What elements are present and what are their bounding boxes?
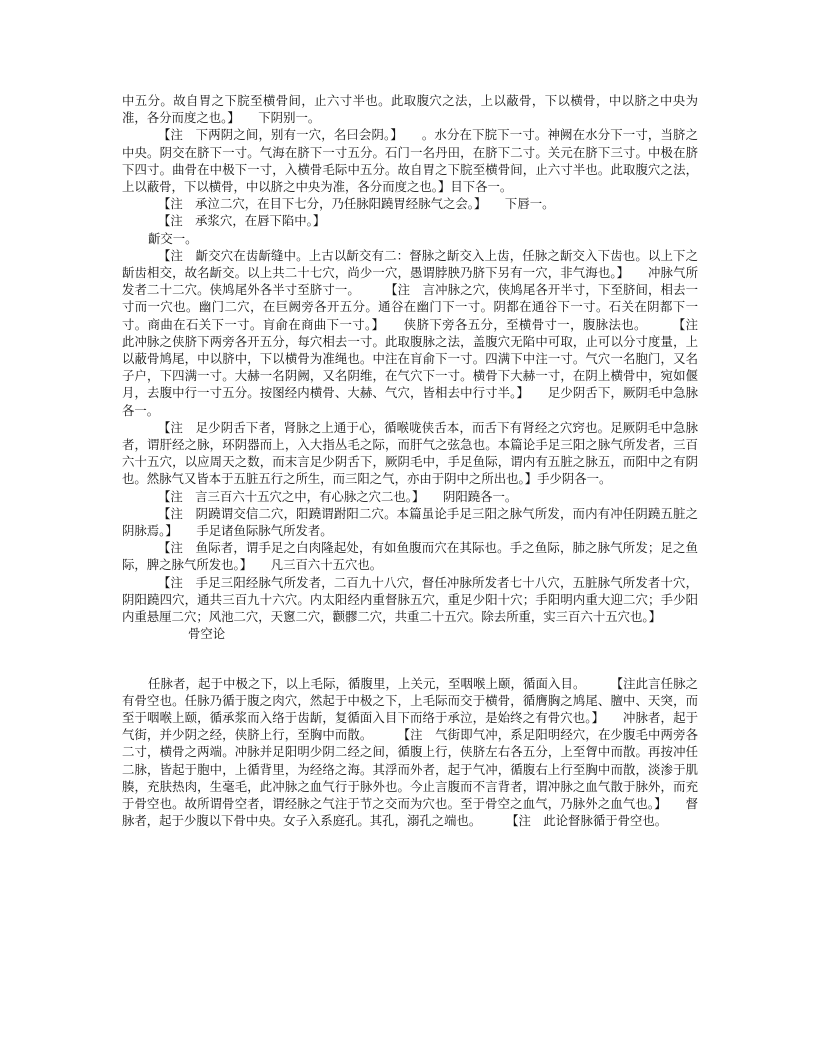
paragraph: 【注 承泣二穴，在目下七分，乃任脉阳蹺胃经脉气之会。】 下唇一。 [158,196,555,212]
paragraph: 【注 言三百六十五穴之中，有心脉之穴二也。】 阴阳蹺各一。 [158,488,518,504]
section-gap [122,643,698,675]
paragraph: 任脉者，起于中极之下，以上毛际，循腹里，上关元，至咽喉上颐，循面入目。 【注此言任脉之有骨空也。任脉乃循于腹之肉穴，然起于中极之下，上毛际而交于横骨，循膺胸之鸠尾、膻中、天突，而至于咽喉上颐，循承浆而入络于齿龂，复循面入目下而络于承泣，是始终之有骨穴也。】 冲脉者，起于气街，并少阴之经，侠脐上行，至胸中而散。 【注 气街即气冲，系足阳明经穴，在少腹毛中两旁各二寸，横骨之两端。冲脉并足阳明少阴二经之间，循腹上行，侠脐左右各五分，上至胷中而散。再按冲任二脉，皆起于胞中，上循背里，为经络之海。其浮而外者，起于气冲，循腹右上行至胸中而散，淡渗于肌腠，充肤热肉，生毫毛，此冲脉之血气行于脉外也。今止言腹而不言背者，谓冲脉之血气散于脉外，而充于骨空也。故所谓骨空者，谓经脉之气注于节之交而为穴也。至于骨空之血气，乃脉外之血气也。】 督脉者，起于少腹以下骨中央。女子入系庭孔。其孔，溺孔之端也。 【注 此论督脉循于骨空也。 [122,675,698,829]
paragraph: 【注 足少阴舌下者，肾脉之上通于心，循喉咙侠舌本，而舌下有肾经之穴窍也。足厥阴毛中急脉者，谓肝经之脉，环阴器而上，入大指丛毛之际，而肝气之弦急也。本篇论手足三阳之脉气所发者，三百六十五穴，以应周天之数，而末言足少阴舌下，厥阴毛中，手足鱼际，谓内有五脏之脉五，而阳中之有阴也。然脉气又皆本于五脏五行之所生，而三阳之气，亦由于阴中之所出也。】手少阴各一。 [122,419,698,487]
paragraph: 【注 承浆穴，在唇下陷中。】 [158,213,326,229]
section-heading: 骨空论 [188,626,226,642]
paragraph: 【注 齗交穴在齿龂缝中。上古以龂交有二：督脉之龂交入上齿，任脉之龂交入下齿也。以上下之龂齿相交，故名龂交。以上共二十七穴，尚少一穴，愚谓脖胦乃脐下另有一穴，非气海也。】 冲脉气所发者二十二穴。侠鸠尾外各半寸至脐寸一。 【注 言冲脉之穴，侠鸠尾各开半寸，下至脐间，相去一寸而一穴也。幽门二穴，在巨阙旁各开五分。通谷在幽门下一寸。阴都在通谷下一寸。石关在阴都下一寸。商曲在石关下一寸。肓俞在商曲下一寸。】 侠脐下旁各五分，至横骨寸一，腹脉法也。 【注 此冲脉之侠脐下两旁各开五分，每穴相去一寸。此取腹脉之法，盖腹穴无陷中可取，止可以分寸度量，上以蔽骨鸠尾，中以脐中，下以横骨为准绳也。中注在肓俞下一寸。四满下中注一寸。气穴一名胞门，又名子户，下四满一寸。大赫一名阴阙，又名阴维，在气穴下一寸。横骨下大赫一寸，在阴上横骨中，宛如偃月，去腹中行一寸五分。按图经内横骨、大赫、气穴，皆相去中行寸半。】 足少阴舌下，厥阴毛中急脉各一。 [122,247,711,418]
paragraph: 中五分。故自胃之下脘至横骨间，止六寸半也。此取腹穴之法，上以蔽骨，下以横骨，中以脐之中央为准，各分而度之也。】 下阴别一。 [122,93,698,126]
paragraph: 【注 下两阴之间，别有一穴，名曰会阴。】 。水分在下脘下一寸。神阙在水分下一寸，当脐之中央。阴交在脐下一寸。气海在脐下一寸五分。石门一名丹田，在脐下二寸。关元在脐下三寸。中极在脐下四寸。曲骨在中极下一寸，入横骨毛际中五分。故自胃之下脘至横骨间，止六寸半也。此取腹穴之法，上以蔽骨，下以横骨，中以脐之中央为准，各分而度之也。】目下各一。 [122,127,698,195]
text-body [122,92,711,829]
paragraph: 【注 鱼际者，谓手足之白肉隆起处，有如鱼腹而穴在其际也。手之鱼际，肺之脉气所发；足之鱼际，脾之脉气所发也。】 凡三百六十五穴也。 [122,540,698,573]
paragraph: 齗交一。 [148,230,198,246]
paragraph: 【注 手足三阳经脉气所发者，二百九十八穴，督任冲脉所发者七十八穴，五脏脉气所发者十穴，阴阳蹺四穴，通共三百九十六穴。内太阳经内重督脉五穴，重足少阳十穴；手阳明内重大迎二穴；手少阳内重悬厘二穴；风池二穴，天窻二穴，颧髎二穴，共重二十五穴。除去所重，实三百六十五穴也。】 [122,574,698,625]
paragraph: 【注 阴蹺谓交信二穴，阳蹺谓跗阳二穴。本篇虽论手足三阳之脉气所发，而内有冲任阴蹺五脏之阴脉焉。】 手足诸鱼际脉气所发者。 [122,505,698,539]
